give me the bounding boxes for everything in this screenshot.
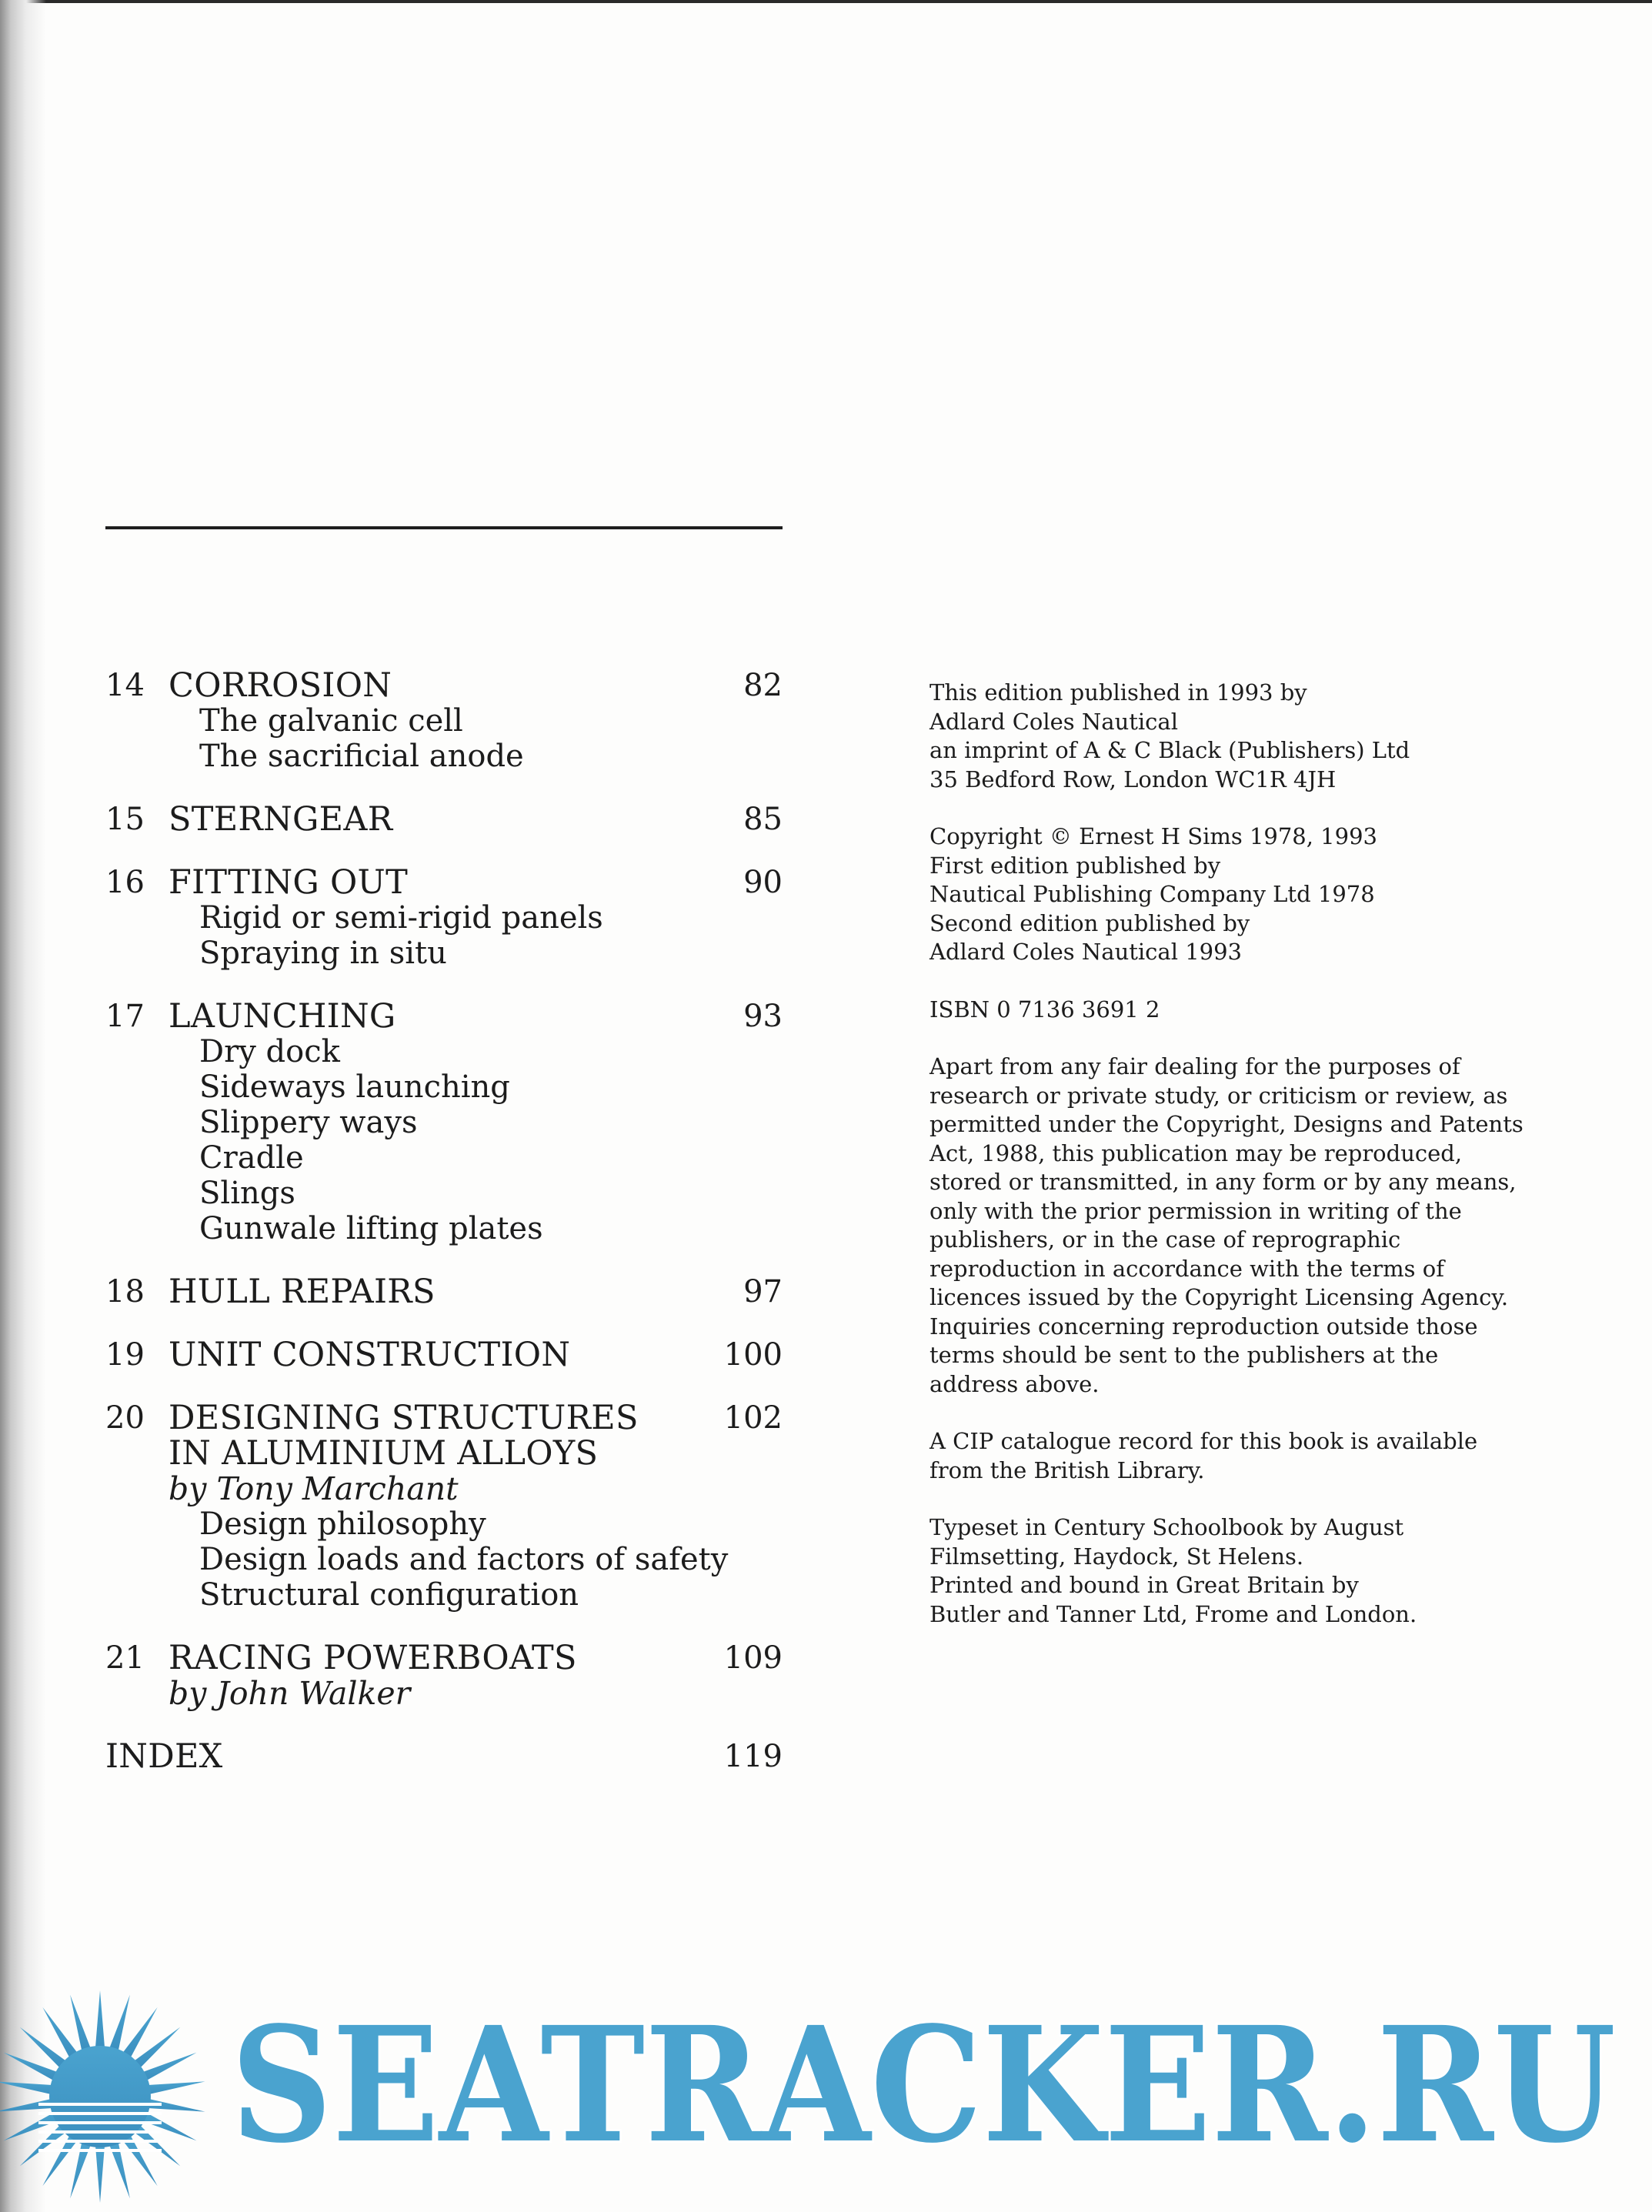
- chapter-title: UNIT CONSTRUCTION: [169, 1336, 571, 1374]
- chapter-title: HULL REPAIRS: [169, 1273, 436, 1311]
- chapter-title: DESIGNING STRUCTURES: [169, 1399, 639, 1437]
- toc-entry: [105, 1274, 783, 1310]
- page-top-edge: [0, 0, 1652, 3]
- imprint-line: an imprint of A & C Black (Publishers) Ltd: [929, 737, 1410, 763]
- imprint-paragraph: [929, 1427, 1576, 1485]
- watermark-text: SEATRACKER.RU: [231, 1992, 1616, 2178]
- subsection-title: Gunwale lifting plates: [199, 1211, 543, 1246]
- chapter-title: IN ALUMINIUM ALLOYS: [169, 1434, 599, 1473]
- imprint-line: permitted under the Copyright, Designs and Patents: [929, 1111, 1524, 1137]
- sun-icon: [0, 1990, 205, 2203]
- chapter-number: 16: [105, 865, 145, 900]
- imprint-line: Inquiries concerning reproduction outside those: [929, 1313, 1478, 1340]
- toc-entry-heading: [105, 1640, 783, 1676]
- page-number: 97: [743, 1274, 783, 1310]
- binding-gutter-shadow: [0, 0, 46, 2212]
- watermark-banner: [0, 1970, 1652, 2212]
- subsection-title: The sacrificial anode: [199, 739, 524, 774]
- toc-entry-heading: [105, 802, 783, 837]
- imprint-paragraph: [929, 822, 1576, 967]
- index-page-number: 119: [723, 1739, 783, 1774]
- chapter-title: LAUNCHING: [169, 997, 396, 1036]
- imprint-line: Typeset in Century Schoolbook by August: [929, 1514, 1404, 1540]
- subsection-title: Structural configuration: [199, 1577, 579, 1613]
- toc-entry-heading: [105, 999, 783, 1034]
- toc-entry-heading: [105, 865, 783, 900]
- imprint-line: First edition published by: [929, 852, 1221, 879]
- chapter-number: 18: [105, 1274, 145, 1310]
- imprint-line: Printed and bound in Great Britain by: [929, 1572, 1359, 1598]
- chapter-title: STERNGEAR: [169, 800, 393, 839]
- page-number: 90: [743, 865, 783, 900]
- imprint-line: This edition published in 1993 by: [929, 679, 1307, 706]
- table-of-contents: [105, 668, 783, 1774]
- imprint-line: A CIP catalogue record for this book is available: [929, 1428, 1478, 1454]
- imprint-paragraph: [929, 679, 1576, 794]
- imprint-line: Second edition published by: [929, 909, 1250, 936]
- imprint-line: Adlard Coles Nautical 1993: [929, 939, 1242, 965]
- page-number: 85: [743, 802, 783, 837]
- page-number: 100: [723, 1337, 783, 1373]
- toc-entry: [105, 865, 783, 971]
- imprint-line: only with the prior permission in writing of the: [929, 1197, 1462, 1224]
- imprint-line: address above.: [929, 1370, 1100, 1397]
- subsection-title: Design loads and factors of safety: [199, 1542, 729, 1577]
- imprint-line: Adlard Coles Nautical: [929, 708, 1178, 735]
- chapter-number: 15: [105, 802, 145, 837]
- chapter-number: 21: [105, 1640, 145, 1676]
- imprint-line: terms should be sent to the publishers at the: [929, 1342, 1439, 1368]
- toc-entry-heading: [105, 668, 783, 703]
- chapter-number: 17: [105, 999, 145, 1034]
- chapter-number: 14: [105, 668, 145, 703]
- toc-entry: [105, 999, 783, 1246]
- imprint-line: licences issued by the Copyright Licensing Agency.: [929, 1284, 1509, 1310]
- subsection-title: Spraying in situ: [199, 936, 447, 971]
- imprint-line: 35 Bedford Row, London WC1R 4JH: [929, 766, 1337, 792]
- imprint-line: from the British Library.: [929, 1456, 1205, 1483]
- chapter-number: 19: [105, 1337, 145, 1373]
- imprint-line: Nautical Publishing Company Ltd 1978: [929, 881, 1375, 907]
- imprint-line: ISBN 0 7136 3691 2: [929, 996, 1160, 1023]
- toc-entry: [105, 668, 783, 774]
- index-label: INDEX: [105, 1737, 223, 1776]
- subsection-title: Cradle: [199, 1140, 304, 1176]
- imprint-line: stored or transmitted, in any form or by any means,: [929, 1169, 1517, 1195]
- subsection-title: Design philosophy: [199, 1506, 486, 1542]
- toc-entry: [105, 1640, 783, 1711]
- imprint-paragraph: [929, 1513, 1576, 1629]
- subsection-title: The galvanic cell: [199, 703, 463, 739]
- subsection-title: Slings: [199, 1176, 295, 1211]
- toc-entry: [105, 1337, 783, 1373]
- section-rule: [105, 526, 783, 529]
- imprint-line: publishers, or in the case of reprographic: [929, 1226, 1401, 1253]
- chapter-author: by Tony Marchant: [169, 1470, 459, 1507]
- imprint-line: Filmsetting, Haydock, St Helens.: [929, 1543, 1304, 1570]
- page-number: 109: [723, 1640, 783, 1676]
- subsection-title: Slippery ways: [199, 1105, 418, 1140]
- chapter-author: by John Walker: [169, 1675, 411, 1712]
- imprint-line: reproduction in accordance with the terms of: [929, 1255, 1444, 1282]
- imprint-line: Copyright © Ernest H Sims 1978, 1993: [929, 823, 1377, 849]
- page-number: 93: [743, 999, 783, 1034]
- chapter-number: 20: [105, 1400, 145, 1436]
- imprint-block: [929, 679, 1576, 1657]
- subsection-title: Rigid or semi-rigid panels: [199, 900, 603, 936]
- imprint-line: research or private study, or criticism or review, as: [929, 1082, 1508, 1109]
- imprint-line: Butler and Tanner Ltd, Frome and London.: [929, 1600, 1417, 1627]
- imprint-line: Act, 1988, this publication may be reproduced,: [929, 1139, 1463, 1166]
- imprint-paragraph: [929, 996, 1576, 1025]
- toc-entry: [105, 802, 783, 837]
- chapter-title: CORROSION: [169, 666, 392, 705]
- toc-entry-heading: [105, 1274, 783, 1310]
- chapter-title: RACING POWERBOATS: [169, 1639, 577, 1677]
- toc-index-entry: [105, 1739, 783, 1774]
- imprint-line: Apart from any fair dealing for the purposes of: [929, 1053, 1460, 1079]
- subsection-title: Sideways launching: [199, 1069, 510, 1105]
- imprint-paragraph: [929, 1053, 1576, 1399]
- subsection-title: Dry dock: [199, 1034, 340, 1069]
- toc-entry-heading: [105, 1400, 783, 1471]
- toc-entry: [105, 1400, 783, 1613]
- chapter-title: FITTING OUT: [169, 863, 409, 902]
- toc-entry-heading: [105, 1337, 783, 1373]
- page-number: 82: [743, 668, 783, 703]
- page-number: 102: [723, 1400, 783, 1436]
